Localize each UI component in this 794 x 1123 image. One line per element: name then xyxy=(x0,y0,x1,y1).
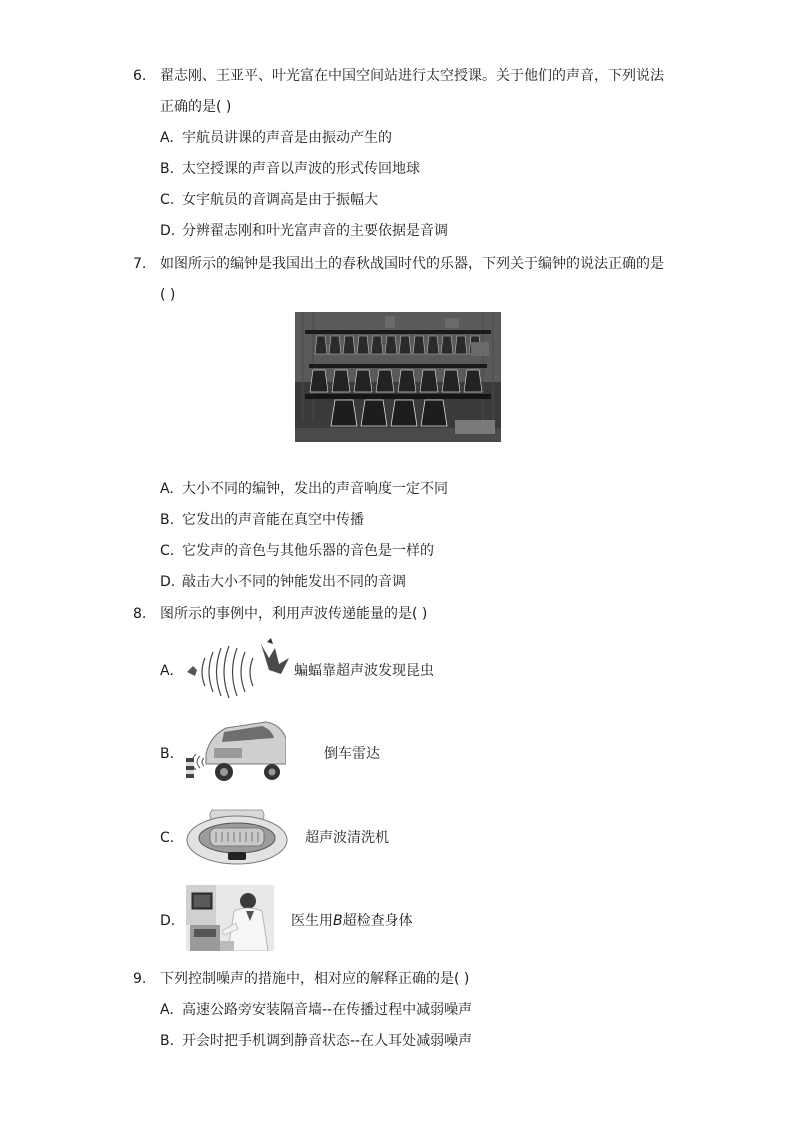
q7-option-a-text: 大小不同的编钟，发出的声音响度一定不同 xyxy=(182,481,448,497)
reversing-radar-image xyxy=(184,718,286,784)
question-9-number: 9. xyxy=(133,971,147,987)
q7-option-d-letter: D. xyxy=(160,574,176,590)
q6-option-b-text: 太空授课的声音以声波的形式传回地球 xyxy=(182,161,420,177)
q6-option-a-letter: A. xyxy=(160,130,174,146)
q7-option-c-letter: C. xyxy=(160,543,175,559)
question-7-stem-line2: ( ) xyxy=(160,287,176,303)
q8-option-b-letter: B. xyxy=(160,746,175,762)
q9-option-b-text: 开会时把手机调到静音状态--在人耳处减弱噪声 xyxy=(182,1033,473,1049)
q8-option-d-text xyxy=(291,911,413,931)
question-8-stem-line1: 图所示的事例中，利用声波传递能量的是( ) xyxy=(160,606,428,622)
q9-option-a-text: 高速公路旁安装隔音墙--在传播过程中减弱噪声 xyxy=(182,1002,473,1018)
q8-option-a-text: 蝙蝠靠超声波发现昆虫 xyxy=(294,663,434,679)
q6-option-c-letter: C. xyxy=(160,192,175,208)
question-6-stem-line1: 翟志刚、王亚平、叶光富在中国空间站进行太空授课。关于他们的声音，下列说法 xyxy=(160,68,664,84)
q8-option-c-text: 超声波清洗机 xyxy=(305,830,389,846)
q9-option-a-letter: A. xyxy=(160,1002,174,1018)
q8-option-a-letter: A. xyxy=(160,663,174,679)
q6-option-b-letter: B. xyxy=(160,161,175,177)
b-ultrasound-image xyxy=(186,885,274,951)
q7-option-a-letter: A. xyxy=(160,481,174,497)
question-6-number: 6. xyxy=(133,68,147,84)
question-6-stem-line2: 正确的是( ) xyxy=(160,99,232,115)
q8-option-c-letter: C. xyxy=(160,830,175,846)
q6-option-a-text: 宇航员讲课的声音是由振动产生的 xyxy=(182,130,392,146)
bianzhong-photo xyxy=(295,312,501,442)
q8-option-d-text-before: 医生用 xyxy=(291,913,333,929)
q7-option-b-text: 它发出的声音能在真空中传播 xyxy=(182,512,364,528)
q8-option-d-letter: D. xyxy=(160,913,176,929)
q8-option-d-text-after: 超检查身体 xyxy=(342,913,413,929)
question-8-number: 8. xyxy=(133,606,147,622)
q7-option-d-text: 敲击大小不同的钟能发出不同的音调 xyxy=(182,574,406,590)
q6-option-c-text: 女宇航员的音调高是由于振幅大 xyxy=(182,192,378,208)
q9-option-b-letter: B. xyxy=(160,1033,175,1049)
bat-ultrasound-image xyxy=(183,638,293,700)
q8-option-d-text-italic: B xyxy=(333,913,343,929)
q6-option-d-letter: D. xyxy=(160,223,176,239)
q7-option-b-letter: B. xyxy=(160,512,175,528)
q6-option-d-text: 分辨翟志刚和叶光富声音的主要依据是音调 xyxy=(182,223,448,239)
q8-option-b-text: 倒车雷达 xyxy=(324,746,380,762)
ultrasonic-cleaner-image xyxy=(184,808,290,868)
question-7-stem-line1: 如图所示的编钟是我国出土的春秋战国时代的乐器，下列关于编钟的说法正确的是 xyxy=(160,256,664,272)
question-9-stem-line1: 下列控制噪声的措施中，相对应的解释正确的是( ) xyxy=(160,971,470,987)
q7-option-c-text: 它发声的音色与其他乐器的音色是一样的 xyxy=(182,543,434,559)
question-7-number: 7. xyxy=(133,256,147,272)
